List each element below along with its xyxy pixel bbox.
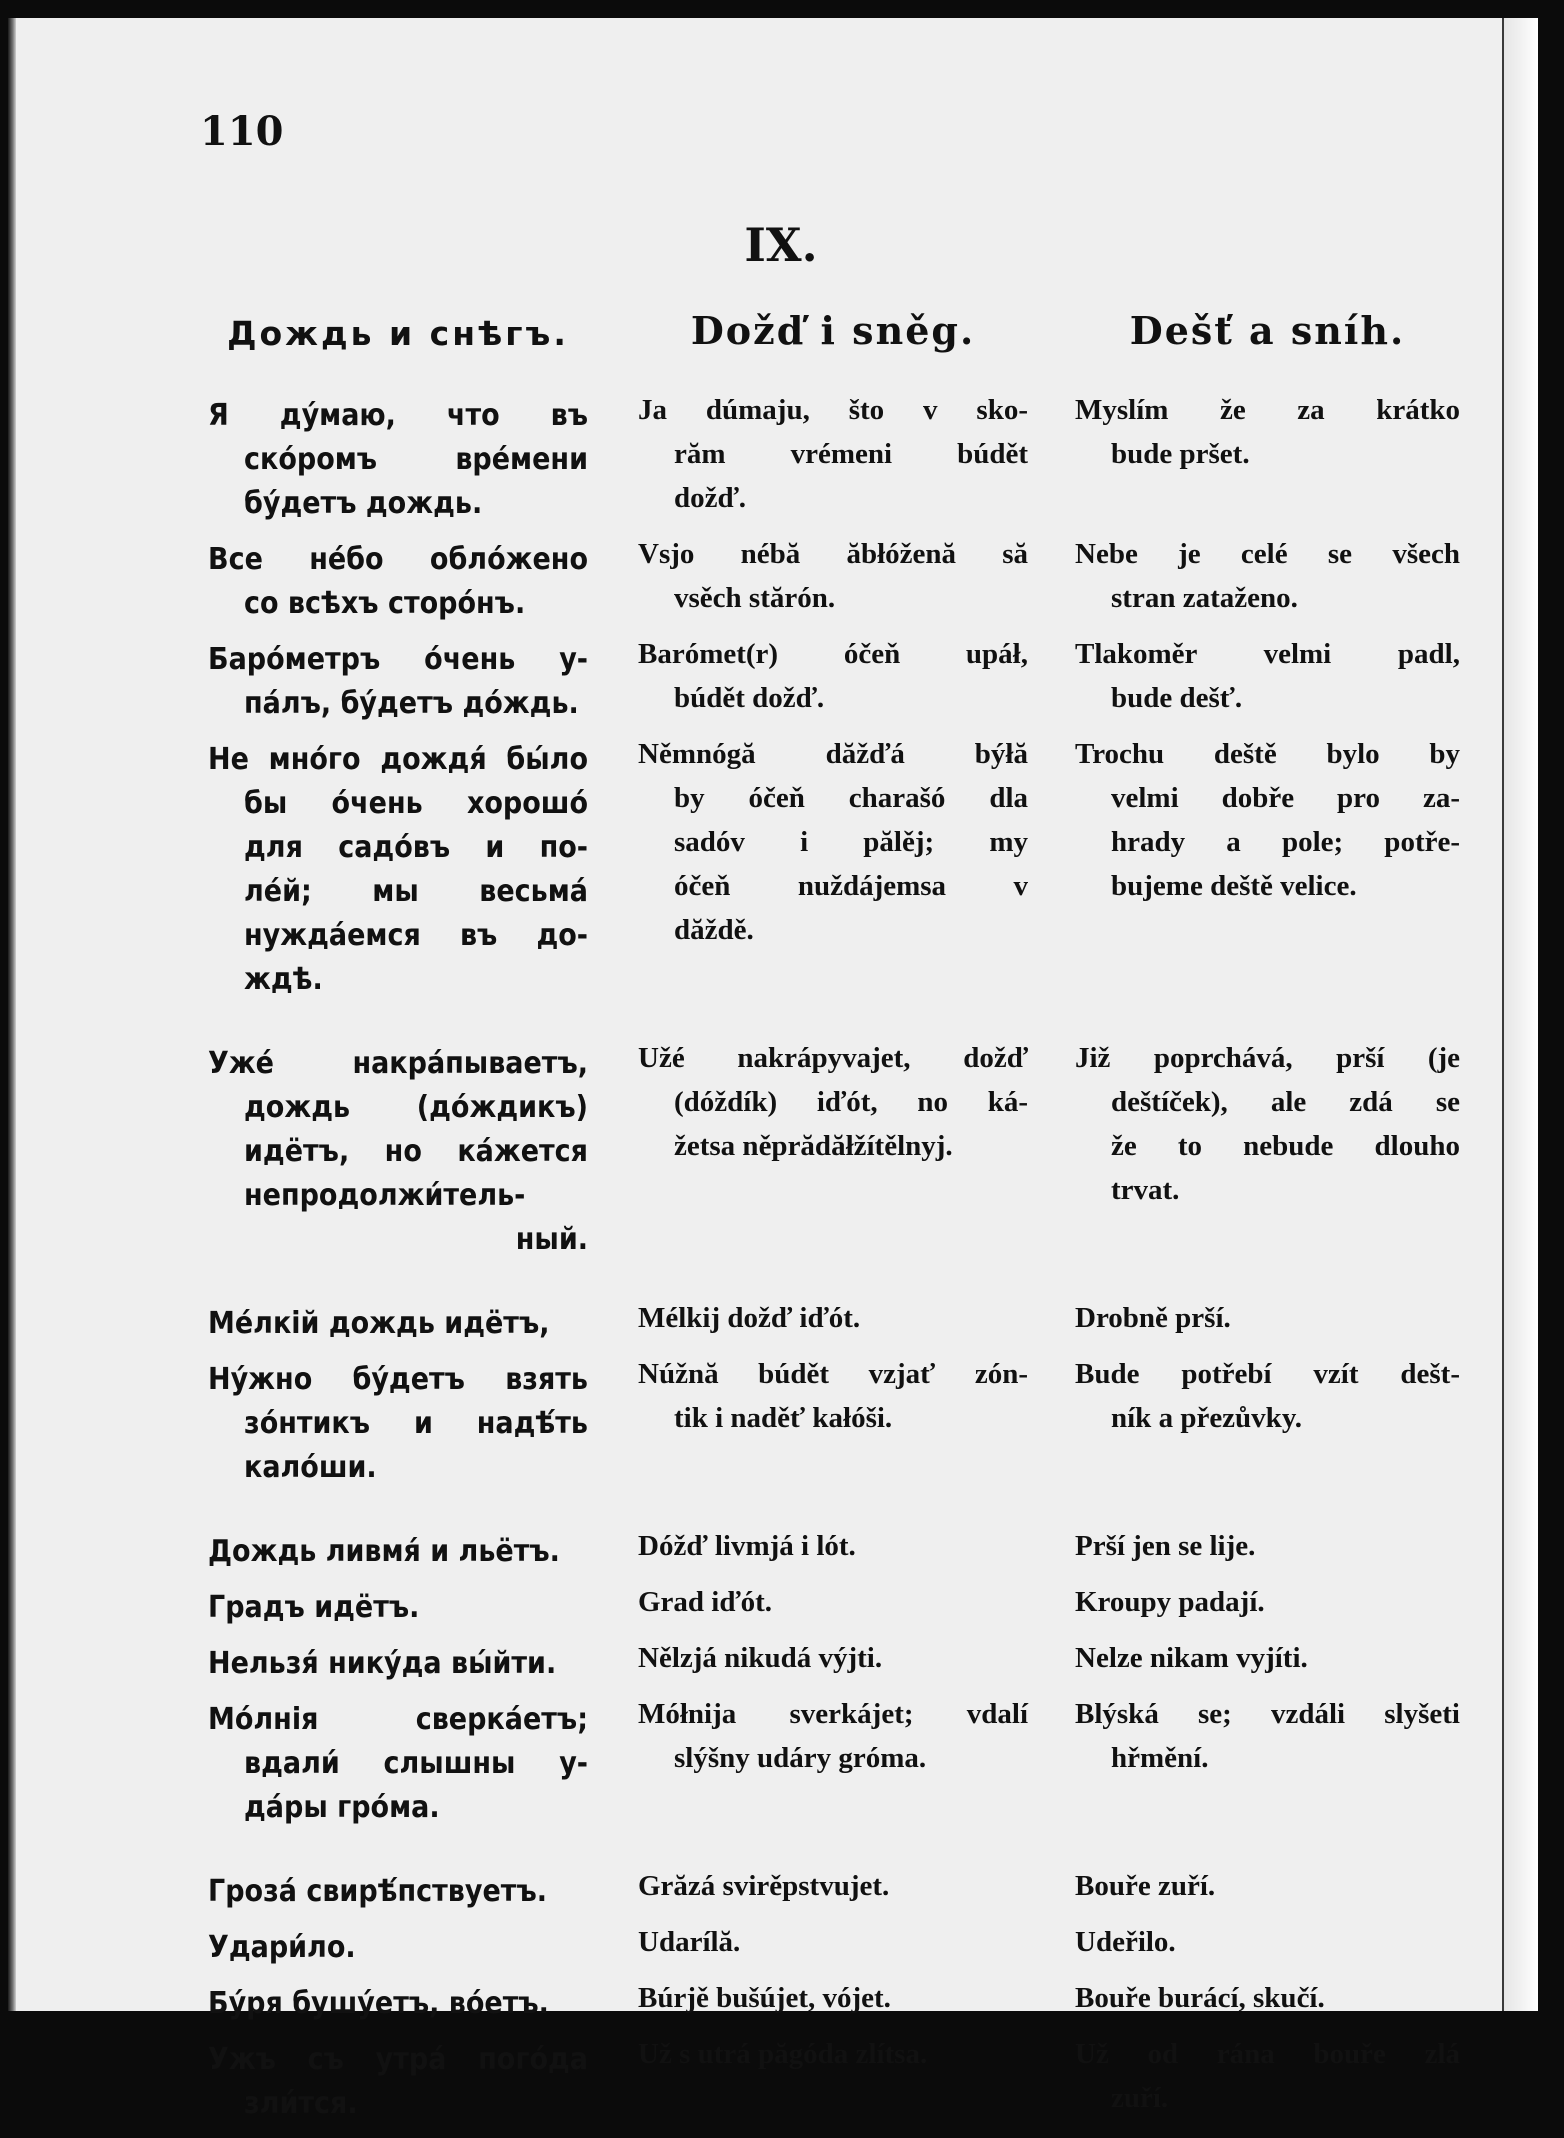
sentence-block <box>208 1926 588 1970</box>
block-gap <box>1075 1908 1460 1920</box>
text-line: Užé nakrápyvajet, dožď <box>638 1042 1028 1074</box>
sentence-block <box>208 394 588 526</box>
block-gap <box>638 520 1028 532</box>
text-line: Udarílă. <box>638 1926 741 1958</box>
block-gap <box>638 2020 1028 2032</box>
text-line: Grăzá svirěpstvujet. <box>638 1870 890 1902</box>
blank-line <box>1075 908 1460 952</box>
text-line: Бу́ря бушу́етъ, во́етъ. <box>208 1986 549 2021</box>
block-gap <box>1075 620 1460 632</box>
sentence-block <box>208 1586 588 1630</box>
text-line: Kroupy padají. <box>1075 1586 1265 1618</box>
block-gap <box>208 1490 588 1530</box>
text-line: Все не́бо обло́жено <box>208 542 588 577</box>
text-line: Němnógă dăžďá býłă <box>638 738 1028 770</box>
block-gap <box>638 1964 1028 1976</box>
sentence-block <box>208 1642 588 1686</box>
text-line: bujeme deště velice. <box>1111 870 1357 902</box>
text-line: Drobně prší. <box>1075 1302 1231 1334</box>
sentence-block <box>1075 1636 1460 1680</box>
text-line: búdět dožď. <box>674 682 825 714</box>
sentence-block <box>1075 1692 1460 1824</box>
sentence-block <box>638 1036 1028 1256</box>
sentence-block <box>208 1302 588 1346</box>
text-line: dăždě. <box>674 914 754 946</box>
block-gap <box>1075 1256 1460 1296</box>
sentence-block <box>638 1864 1028 1908</box>
block-gap <box>638 996 1028 1036</box>
text-line: Уже́ накра́пываетъ, <box>208 1046 588 1081</box>
sentence-block <box>638 1920 1028 1964</box>
text-line: зо́нтикъ и надѣ́ть <box>244 1406 588 1441</box>
text-line: Mółnija sverkájet; vdalí <box>638 1698 1028 1730</box>
text-line: Vsjo nébă ăbłóženă să <box>638 538 1028 570</box>
block-gap <box>208 1830 588 1870</box>
block-gap <box>208 1346 588 1358</box>
sentence-block <box>1075 1524 1460 1568</box>
text-line: bude pršet. <box>1111 438 1250 470</box>
text-line: žetsa něprădăłžítělnyj. <box>674 1130 953 1162</box>
block-gap <box>1075 520 1460 532</box>
text-line: hrady a pole; potře- <box>1111 826 1460 858</box>
text-line: Myslím že za krátko <box>1075 394 1460 426</box>
block-gap <box>208 526 588 538</box>
text-line: že to nebude dlouho <box>1111 1130 1460 1162</box>
blank-line <box>638 952 1028 996</box>
sentence-block <box>1075 632 1460 720</box>
block-gap <box>638 1568 1028 1580</box>
text-line: да́ры гро́ма. <box>244 1790 440 1825</box>
block-gap <box>638 1824 1028 1864</box>
block-gap <box>638 1680 1028 1692</box>
text-line: Blýská se; vzdáli slyšeti <box>1075 1698 1460 1730</box>
text-line: bude dešť. <box>1111 682 1243 714</box>
text-line: Bouře burácí, skučí. <box>1075 1982 1325 2014</box>
sentence-block <box>638 1352 1028 1484</box>
text-line: dožď. <box>674 482 747 514</box>
text-line: Не мно́го дождя́ бы́ло <box>208 742 588 777</box>
text-line: Ja dúmaju, što v sko- <box>638 394 1028 426</box>
column-russian <box>208 308 588 2138</box>
block-gap <box>638 1340 1028 1352</box>
text-line: Nělzjá nikudá výjti. <box>638 1642 883 1674</box>
text-line: răm vrémeni búdět <box>674 438 1028 470</box>
column-body-transliteration <box>638 388 1028 2132</box>
text-line: Už od rána bouře zlá <box>1075 2038 1460 2070</box>
text-line: бу́детъ дождь. <box>244 486 483 521</box>
blank-line <box>638 1168 1028 1212</box>
block-gap <box>1075 2120 1460 2132</box>
column-body-czech <box>1075 388 1460 2132</box>
text-line: Ну́жно бу́детъ взять <box>208 1362 588 1397</box>
book-page <box>8 18 1538 2121</box>
sentence-block <box>208 1982 588 2026</box>
sentence-block <box>1075 732 1460 996</box>
text-line: slýšny udáry gróma. <box>674 1742 927 1774</box>
sentence-block <box>638 2032 1028 2120</box>
sentence-block <box>1075 1580 1460 1624</box>
sentence-block <box>638 632 1028 720</box>
text-line: Mélkij dožď iďót. <box>638 1302 861 1334</box>
sentence-block <box>208 1870 588 1914</box>
text-line: Nelze nikam vyjíti. <box>1075 1642 1308 1674</box>
text-line: ско́ромъ вре́мени <box>244 442 588 477</box>
text-line: óčeň nuždájemsa v <box>674 870 1028 902</box>
text-line: нужда́емся въ до- <box>244 918 588 953</box>
page-gutter-shadow <box>8 18 16 2011</box>
text-line: Ужъ съ утра́ пого́да <box>208 2042 588 2077</box>
text-line: ле́й; мы весьма́ <box>244 874 588 909</box>
text-line: Búrjě bušújet, vójet. <box>638 1982 891 2014</box>
blank-line <box>1075 1212 1460 1256</box>
block-gap <box>638 1908 1028 1920</box>
block-gap <box>208 1630 588 1642</box>
block-gap <box>1075 1964 1460 1976</box>
block-gap <box>638 720 1028 732</box>
block-gap <box>1075 1680 1460 1692</box>
sentence-block <box>208 1042 588 1262</box>
block-gap <box>1075 720 1460 732</box>
text-line: Ме́лкій дождь идётъ, <box>208 1306 550 1341</box>
block-gap <box>208 2026 588 2038</box>
text-line: vsěch stărón. <box>674 582 836 614</box>
sentence-block <box>208 2038 588 2126</box>
text-line: ník a přezůvky. <box>1111 1402 1302 1434</box>
sentence-block <box>638 1976 1028 2020</box>
text-line: zuří. <box>1111 2082 1169 2114</box>
text-line: зли́тся. <box>244 2086 358 2121</box>
block-gap <box>638 620 1028 632</box>
block-gap <box>208 1262 588 1302</box>
block-gap <box>638 1624 1028 1636</box>
sentence-block <box>208 1358 588 1490</box>
text-line: кало́ши. <box>244 1450 377 1485</box>
block-gap <box>208 626 588 638</box>
text-line: sadóv i pălěj; my <box>674 826 1028 858</box>
block-gap <box>208 726 588 738</box>
sentence-block <box>1075 1036 1460 1256</box>
text-line: ный. <box>515 1222 588 1257</box>
blank-line <box>1075 1780 1460 1824</box>
block-gap <box>638 1256 1028 1296</box>
block-gap <box>1075 996 1460 1036</box>
block-gap <box>208 1970 588 1982</box>
column-heading-russian: Дождь и снѣгъ. <box>227 314 569 353</box>
sentence-block <box>1075 1864 1460 1908</box>
block-gap <box>1075 1568 1460 1580</box>
sentence-block <box>1075 1352 1460 1484</box>
blank-line <box>1075 476 1460 520</box>
text-line: для садо́въ и по- <box>244 830 588 865</box>
text-line: (dóždík) iďót, no ká- <box>674 1086 1028 1118</box>
text-line: идётъ, но ка́жется <box>244 1134 588 1169</box>
section-number: IX. <box>744 218 818 272</box>
page-number: 110 <box>200 108 284 155</box>
sentence-block <box>1075 388 1460 520</box>
text-line: hřmění. <box>1111 1742 1209 1774</box>
sentence-block <box>1075 532 1460 620</box>
text-line: Nebe je celé se všech <box>1075 538 1460 570</box>
text-line: Udeřilo. <box>1075 1926 1176 1958</box>
text-line: trvat. <box>1111 1174 1180 1206</box>
sentence-block <box>1075 1920 1460 1964</box>
column-transliteration <box>638 308 1028 2132</box>
block-gap <box>638 2120 1028 2132</box>
sentence-block <box>208 1698 588 1830</box>
text-line: Tlakoměr velmi padl, <box>1075 638 1460 670</box>
text-line: Prší jen se lije. <box>1075 1530 1256 1562</box>
text-line: Už s utrá păgóda zlítsa. <box>638 2038 928 2070</box>
blank-line <box>638 1780 1028 1824</box>
text-line: Dóžď livmjá i lót. <box>638 1530 856 1562</box>
text-line: ждѣ. <box>244 962 323 997</box>
block-gap <box>208 1914 588 1926</box>
text-line: бы о́чень хорошо́ <box>244 786 588 821</box>
sentence-block <box>1075 1296 1460 1340</box>
blank-line <box>638 1212 1028 1256</box>
text-line: Bude potřebí vzít dešt- <box>1075 1358 1460 1390</box>
text-line: by óčeň charašó dla <box>674 782 1028 814</box>
text-line: Гроза́ свирѣ́пствуетъ. <box>208 1874 547 1909</box>
sentence-block <box>638 1692 1028 1824</box>
sentence-block <box>638 388 1028 520</box>
sentence-block <box>638 1636 1028 1680</box>
sentence-block <box>208 538 588 626</box>
text-line: Нельзя́ нику́да вы́йти. <box>208 1646 557 1681</box>
blank-line <box>638 2076 1028 2120</box>
text-line: Я ду́маю, что въ <box>208 398 588 433</box>
text-line: Дождь ливмя́ и льётъ. <box>208 1534 560 1569</box>
text-line: stran zataženo. <box>1111 582 1298 614</box>
text-line: Núžnă búdět vzjať zón- <box>638 1358 1028 1390</box>
blank-line <box>1075 952 1460 996</box>
block-gap <box>1075 1624 1460 1636</box>
sentence-block <box>638 1580 1028 1624</box>
text-line: Bouře zuří. <box>1075 1870 1216 1902</box>
sentence-block <box>208 1530 588 1574</box>
text-line: Barómet(r) óčeň upáł, <box>638 638 1028 670</box>
text-line: Баро́метръ о́чень у- <box>208 642 588 677</box>
sentence-block <box>208 638 588 726</box>
text-line: velmi dobře pro za- <box>1111 782 1460 814</box>
blank-line <box>1075 1440 1460 1484</box>
text-line: Již poprchává, prší (je <box>1075 1042 1460 1074</box>
sentence-block <box>638 732 1028 996</box>
sentence-block <box>638 532 1028 620</box>
sentence-block <box>638 1524 1028 1568</box>
text-line: со всѣхъ сторо́нъ. <box>244 586 526 621</box>
text-line: вдали́ слышны у- <box>244 1746 588 1781</box>
block-gap <box>208 2126 588 2138</box>
block-gap <box>1075 1340 1460 1352</box>
text-line: deštíček), ale zdá se <box>1111 1086 1460 1118</box>
text-line: непродолжи́тель- <box>244 1178 526 1213</box>
column-heading-czech: Dešť a sníh. <box>1129 308 1406 353</box>
text-line: Trochu deště bylo by <box>1075 738 1460 770</box>
text-line: Удари́ло. <box>208 1930 356 1965</box>
column-heading-transliteration: Dožď i sněg. <box>690 308 976 353</box>
text-line: Мо́лнія сверка́етъ; <box>208 1702 588 1737</box>
block-gap <box>1075 2020 1460 2032</box>
block-gap <box>208 1686 588 1698</box>
column-body-russian <box>208 394 588 2138</box>
text-line: па́лъ, бу́детъ до́ждь. <box>244 686 579 721</box>
sentence-block <box>638 1296 1028 1340</box>
blank-line <box>638 1440 1028 1484</box>
sentence-block <box>1075 1976 1460 2020</box>
text-line: дождь (до́ждикъ) <box>244 1090 588 1125</box>
block-gap <box>208 1002 588 1042</box>
sentence-block <box>1075 2032 1460 2120</box>
sentence-block <box>208 738 588 1002</box>
block-gap <box>1075 1824 1460 1864</box>
text-line: Grad iďót. <box>638 1586 773 1618</box>
column-czech <box>1075 308 1460 2132</box>
text-line: Градъ идётъ. <box>208 1590 420 1625</box>
block-gap <box>208 1574 588 1586</box>
text-line: tik i naděť kałóši. <box>674 1402 893 1434</box>
page-right-edge <box>1502 18 1538 2011</box>
block-gap <box>638 1484 1028 1524</box>
block-gap <box>1075 1484 1460 1524</box>
